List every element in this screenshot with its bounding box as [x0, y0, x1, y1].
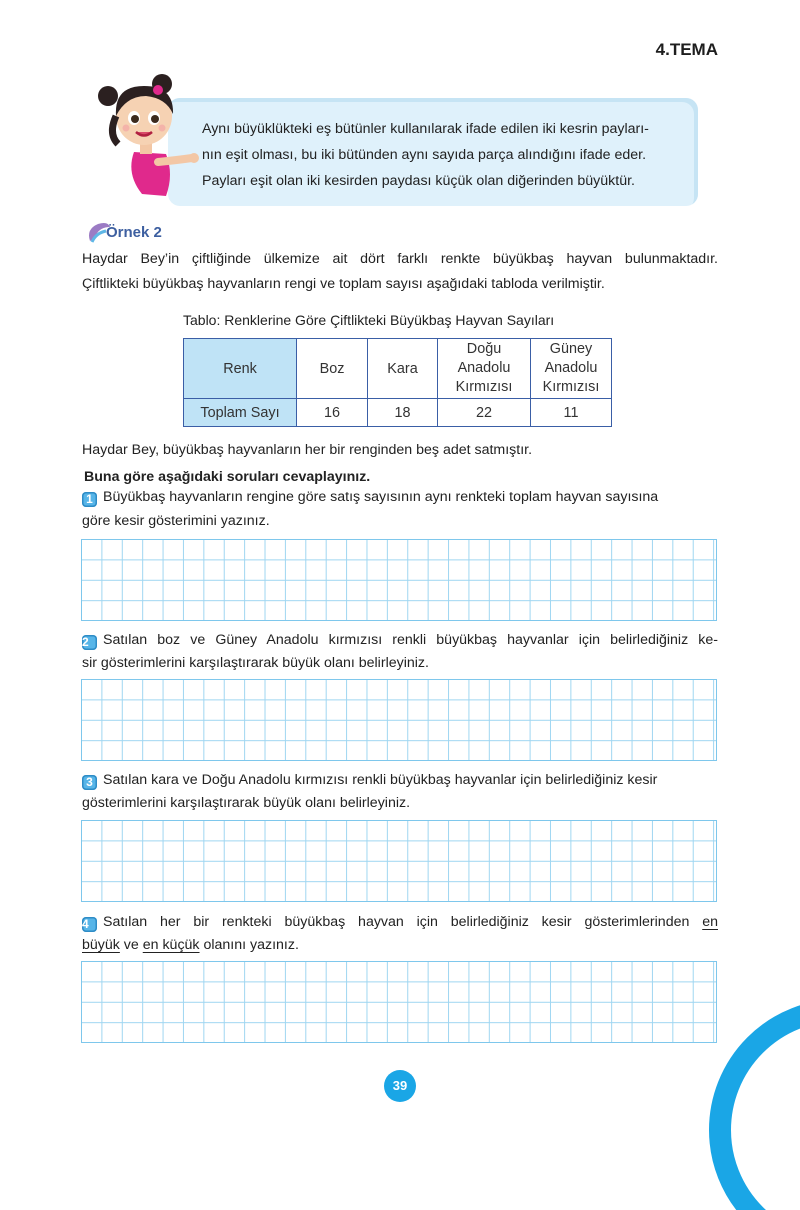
question-2-line-2: sir gösterimlerini karşılaştırarak büyük olanı belirleyiniz.	[82, 655, 429, 671]
info-line: Payları eşit olan iki kesirden paydası küçük olan diğerinden büyüktür.	[202, 173, 635, 189]
question-number-badge: 2	[82, 635, 97, 650]
instruction: Buna göre aşağıdaki soruları cevaplayınız.	[84, 469, 371, 485]
table-header-renk: Renk	[184, 339, 297, 399]
info-line: Aynı büyüklükteki eş bütünler kullanılarak ifade edilen iki kesrin payları-	[202, 121, 649, 137]
sold-text: Haydar Bey, büyükbaş hayvanların her bir renginden beş adet satmıştır.	[82, 442, 533, 458]
underlined-word: büyük	[82, 937, 120, 953]
table-caption: Tablo: Renklerine Göre Çiftlikteki Büyükbaş Hayvan Sayıları	[183, 312, 555, 328]
question-number-badge: 4	[82, 917, 97, 932]
answer-grid-2[interactable]	[81, 679, 717, 761]
question-text: Satılan her bir renkteki büyükbaş hayvan için belirlediğiniz kesir gösterimlerinden	[103, 914, 690, 930]
header-line: Kırmızısı	[455, 379, 513, 395]
table-cell: 22	[438, 399, 531, 427]
question-3-line-2: gösterimlerini karşılaştırarak büyük olanı belirleyiniz.	[82, 795, 411, 811]
header-line: Anadolu	[544, 360, 598, 376]
page-number: 39	[384, 1070, 416, 1102]
table-header-cell: Kara	[368, 339, 438, 399]
intro-line-1: Haydar Bey’in çiftliğinde ülkemize ait dört farklı renkte büyükbaş hayvan bulunmaktadır.	[82, 251, 718, 267]
answer-grid-4[interactable]	[81, 961, 717, 1043]
question-4	[82, 910, 718, 934]
question-text: olanını yazınız.	[199, 937, 299, 953]
underlined-word: en küçük	[142, 937, 200, 953]
question-4-line-2	[82, 933, 299, 957]
header-line: Kırmızısı	[542, 379, 600, 395]
table-header-cell	[531, 339, 612, 399]
answer-grid-1[interactable]	[81, 539, 717, 621]
decorative-arc	[700, 990, 800, 1210]
question-number-badge: 1	[82, 492, 97, 507]
info-box	[168, 98, 698, 206]
table-row-label: Toplam Sayı	[184, 399, 297, 427]
question-text: Büyükbaş hayvanların rengine göre satış sayısının aynı renkteki toplam hayvan sayısına	[103, 489, 659, 505]
info-text	[202, 116, 698, 194]
table-cell: 18	[368, 399, 438, 427]
question-text: ve	[119, 937, 143, 953]
table-cell: 16	[297, 399, 368, 427]
question-number-badge: 3	[82, 775, 97, 790]
table-header-cell	[438, 339, 531, 399]
livestock-table	[183, 338, 612, 427]
table-cell: 11	[531, 399, 612, 427]
example-title: Örnek 2	[106, 224, 162, 241]
header-line: Doğu	[466, 341, 502, 357]
answer-grid-3[interactable]	[81, 820, 717, 902]
girl-illustration	[96, 74, 206, 204]
question-text: Satılan boz ve Güney Anadolu kırmızısı renkli büyükbaş hayvanlar için belirlediğiniz ke-	[103, 632, 718, 648]
question-1	[82, 485, 658, 509]
question-3	[82, 768, 657, 792]
question-2	[82, 628, 718, 652]
intro-line-2: Çiftlikteki büyükbaş hayvanların rengi ve toplam sayısı aşağıdaki tabloda verilmiştir.	[82, 276, 605, 292]
header-line: Güney	[549, 341, 593, 357]
table-header-cell: Boz	[297, 339, 368, 399]
theme-heading: 4.TEMA	[655, 40, 718, 59]
underlined-word: en	[702, 914, 718, 930]
question-1-line-2: göre kesir gösterimini yazınız.	[82, 513, 270, 529]
header-line: Anadolu	[457, 360, 511, 376]
info-line: nın eşit olması, bu iki bütünden aynı sayıda parça alındığını ifade eder.	[202, 147, 647, 163]
question-text: Satılan kara ve Doğu Anadolu kırmızısı renkli büyükbaş hayvanlar için belirlediğiniz kesir	[103, 772, 658, 788]
